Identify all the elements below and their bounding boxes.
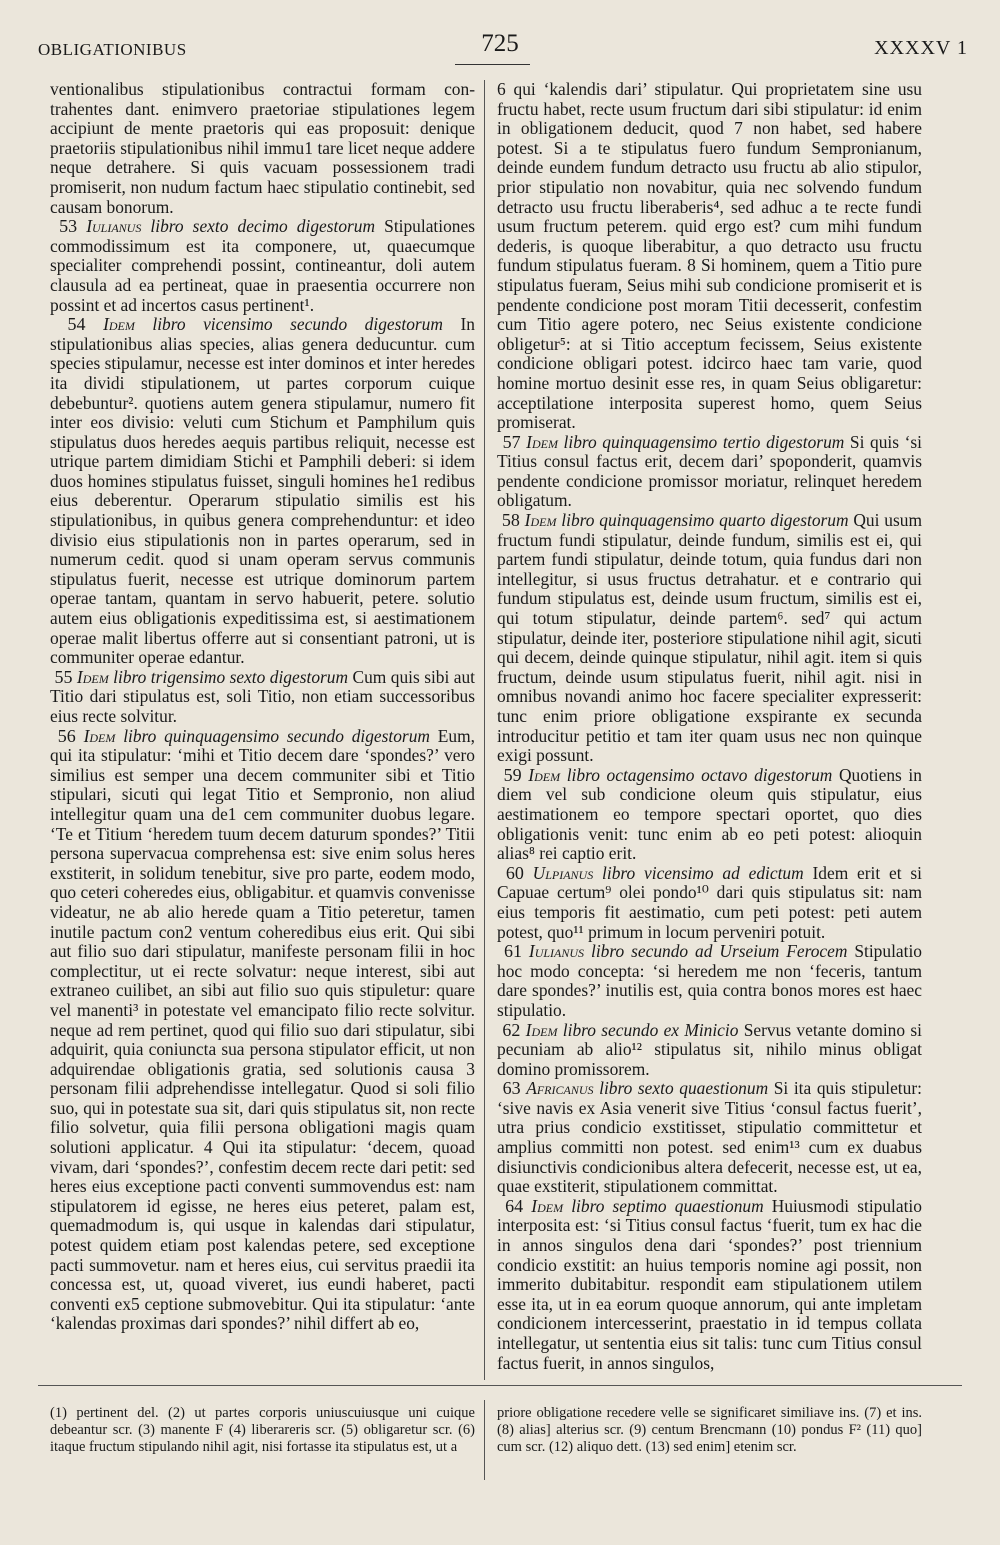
paragraph-text: Cum quis sibi aut Titio dari stipulatus est, soli Titio, non etiam successoribus eius recte solvitur. [50,666,476,726]
footnote-divider [484,1400,485,1480]
section-61 [497,942,922,1020]
work-title: libro septimo quaestionum [571,1195,764,1216]
author-name: Iulianus [86,216,142,237]
paragraph-text: In stipulationibus alias species, alias genera deducuntur. cum species stipulamur, necesse est inter dominos et inter heredes ita dividi stipulationem, ut partes corporum cuique debebuntur². quotiens autem genera stipulamur, numero fit inter eos divisio: veluti cum Stichum et Pamphilum quis stipulatus duos heredes aequis partibus reliquit, necesse est utrique partem dimidiam Stichi et Pamphili deberi: si idem duos homines stipulatus fuisset, singuli homines he1 redibus eius deberentur. Operarum stipulatio similis est his stipulationibus, in quibus genera comprehenduntur: et ideo divisio eius stipulationis non in partes operarum, sed in numerum cedit. quod si unam operam servus communis stipulatus fuerit, necesse est utrique dominorum partem operae tantam, quantam in servo habuerit, petere. solutio autem eius obligationis expeditissima est, si aestimationem operae malit libertus offerre aut si consentiant patroni, ut is communiter operae edantur. [50,314,475,668]
footnotes-right: priore obligatione recedere velle se significaret similiave ins. (7) et ins. (8) alias] alterius scr. (9) centum Brencmann (10) pondus F² (11) quo] cum scr. (12) aliquo dett. (13) sed enim] etenim scr. [497,1405,922,1455]
paragraph-cont [50,80,475,217]
section-number: 61 [503,941,522,962]
section-number: 55 [54,666,73,687]
paragraph-cont [497,80,922,433]
paragraph-text: Eum, qui ita stipulatur: ‘mihi et Titio decem dare ‘spondes?’ vero similius est semper una decem communiter sibi et Titio stipulari, sicuti qui legat Titio et Sempronio, non aliud intellegitur quam una de1 cem communiter duobus legare. ‘Te et Titium ‘heredem tuum decem daturum spondes?’ Titii persona supervacua comprehensa est: sive enim solus heres exstiterit, in solidum tenebitur, sive pro parte, eodem modo, quo ceteri coheredes eius, obligabitur. et quamvis convenisse videatur, ne ab alio herede quam a Titio peteretur, tamen inutile pactum con2 ventum coheredibus eius erit. Qui sibi aut filio suo dari stipulatur, manifeste personam filii in hoc complectitur, ut ei recte solvatur: neque interest, sibi aut extraneo cuilibet, an sibi aut filio suo quis stipuletur: quare vel manenti³ in potestate vel emancipato filio recte solvitur. neque ad rem pertinet, quod qui filio suo dari stipulatur, sibi adquirit, quia coniuncta sua persona stipulator efficit, ut non adquirendae obligationis gratia, sed solutionis causa 3 personam filii adprehendisse intellegatur. Quod si soli filio suo, qui in potestate sua sit, dari quis stipulatus sit, non recte filio solvetur, quia filii persona obligationi magis quam solutioni applicatur. 4 Qui ita stipulatur: ‘decem, quoad vivam, dari ‘spondes?’, confestim decem recte dari petit: sed heres eius exceptione pacti conventi summovendus est: nam stipulatorem id egisse, ne heres eius peteret, palam est, quemadmodum is, qui usque in kalendas dari stipulatur, potest quidem etiam post kalendas petere, sed exceptione pacti summovetur. nam et heres eius, cui servitus praedii ita concessa est, ut, quoad viveret, ius eundi haberet, pacti conventi ex5 ceptione submovebitur. Qui ita stipulatur: ‘ante ‘kalendas proximas dari spondes?’ nihil differt ab eo, [50,725,475,1334]
section-58 [497,511,922,766]
paragraph-text: Stipulatio hoc modo concepta: ‘si heredem me non ‘feceris, tantum dare spondes?’ inutilis est, quia contra bonos mores est haec stipulatio. [497,941,922,1020]
section-number: 63 [502,1078,521,1099]
header-section: XXXXV 1 [874,37,968,59]
author-name: Idem [526,431,558,452]
work-title: libro sexto quaestionum [599,1078,769,1099]
footnote-rule [38,1385,962,1386]
section-56 [50,727,475,1334]
section-53 [50,217,475,315]
work-title: libro secundo ex Minicio [562,1019,739,1040]
author-name: Idem [83,725,116,746]
work-title: libro sexto decimo digestorum [150,216,376,237]
work-title: libro secundo ad Urseium Ferocem [591,941,848,962]
section-number: 53 [59,216,78,237]
paragraph-text: ventionalibus stipulationibus contractui formam contrahentes dant. enimvero praetoriae stipulationes legem accipiunt de mente praetoris qui eas proposuit: denique praetoriis stipulationibus nihil immu1 tare licet neque addere neque detrahere. Si quis vacuam possessionem tradi promiserit, non nudum factum haec stipulatio continebit, sed causam bonorum. [50,79,475,217]
author-name: Idem [524,510,557,531]
section-number: 60 [505,862,524,883]
right-column [497,80,922,1385]
left-column [50,80,475,1370]
section-55 [50,668,475,727]
section-64 [497,1197,922,1373]
page-number: 725 [481,30,519,57]
paragraph-text: Servus vetante domino si pecuniam ab alio¹² stipulatus sit, nihilo minus obligat domino promissorem. [497,1019,922,1079]
section-number: 62 [502,1019,521,1040]
section-57 [497,433,922,511]
work-title: libro quinquagensimo quarto digestorum [561,510,849,531]
author-name: Idem [525,1019,558,1040]
author-name: Idem [103,314,135,335]
paragraph-text: 6 qui ‘kalendis dari’ stipulatur. Qui proprietatem sine usu fructu habet, recte usum fructum dari sibi stipulatur: id enim in obligationem deducit, quod 7 non habet, sed habere potest. Si a te stipulatus fuero fundum Sempronianum, deinde eundem fundum detracto usu fructu ab alio stipulor, prior stipulatio non novabitur, quia nec solvendo fundum detracto usu fructu liberaberis⁴, sed adhuc a te recte fundi usum fructum peterem. quid ergo est? cum mihi fundum dederis, is quoque liberabitur, a quo detracto usu fructu fundum stipulatus fueram. 8 Si hominem, quem a Titio pure stipulatus fueram, Seius mihi sub condicione promiserit et is pendente condicione post moram Titii decesserit, confestim cum Titio agere potero, nec Seius existente condicione obligetur⁵: at si Titio acceptum fecissem, Seius existente condicione obligari potest. idcirco haec tam varie, quod homine mortuo desinit esse res, in quam Seius obligaretur: acceptilatione interposita superest homo, quem Seius promiserat. [497,79,922,433]
section-number: 58 [501,510,520,531]
paragraph-text: Si ita quis stipuletur: ‘sive navis ex Asia venerit sive Titius ‘consul factus fuerit’, utra prius condicio exstitisset, stipulatio committetur et amplius committi non potest. sed enim¹³ cum ex duabus disiunctivis condicionibus altera defecerit, necesse est, ut ea, quae exstiterit, stipulationem committat. [497,1078,922,1197]
author-name: Africanus [526,1078,594,1099]
paragraph-text: Si quis ‘si Titius consul factus erit, decem dari’ spoponderit, quamvis pendente condicione promissor moriatur, relinquet heredem obligatum. [497,431,922,511]
section-number: 59 [503,764,522,785]
paragraph-text: Qui usum fructum fundi stipulatur, deinde fundum, similis est ei, qui partem fundi stipulatur, deinde totum, quia fundus dari non intellegitur, si usus fructus detrahatur. et e contrario qui fundum stipulatus est, deinde usum fructum, similis est ei, qui totum stipulatur, deinde partem⁶. sed⁷ qui actum stipulatur, deinde iter, posteriore stipulatione nihil agit, sicuti qui decem, deinde quinque stipulatur, nihil agit. item si quis fructum, deinde usum stipulatus fuerit, nihil agit. nisi in omnibus novandi animo hoc facere specialiter expresserit: tunc enim priore obligatione exspirante ex secunda introducitur petitio et tam iter quam usus nec non quinque exigi possunt. [497,510,922,766]
paragraph-text: Idem erit et si Capuae certum⁹ olei pondo¹⁰ dari quis stipulatus sit: nam eius temporis fit aestimatio, cum peti potest: peti autem potest, quo¹¹ primum in locum perveniri potuit. [497,862,922,942]
work-title: libro quinquagensimo secundo digestorum [123,725,430,746]
author-name: Ulpianus [532,862,594,883]
section-63 [497,1079,922,1197]
paragraph-text: Quotiens in diem vel sub condicione oleum quis stipulatur, eius aestimationem eo tempore spectari oportet, quo dies obligationis venit: tunc enim ab eo peti potest: alioquin alias⁸ rei captio erit. [497,764,922,864]
section-number: 54 [67,314,86,335]
work-title: libro trigensimo sexto digestorum [113,666,349,687]
section-54 [50,315,475,668]
section-number: 64 [505,1195,524,1216]
author-name: Idem [528,764,561,785]
work-title: libro vicensimo secundo digestorum [152,314,443,335]
section-59 [497,766,922,864]
paragraph-text: Huiusmodi stipulatio interposita est: ‘si Titius consul factus ‘fuerit, tum ex hac die in annos singulos dena dari ‘spondes?’ post triennium condicio exstitit: an huius temporis nomine agi possit, non immerito dubitabitur. respondit eam stipulationem utilem esse ita, ut in ea eorum quoque annorum, qui ante impletam condicionem intercesserint, praestatio in id tempus collata intellegatur, ut sententia eius sit talis: tunc cum Titius consul factus fuerit, in annos singulos, [497,1195,922,1373]
header-title: OBLIGATIONIBUS [38,40,187,59]
author-name: Iulianus [528,941,585,962]
author-name: Idem [531,1195,564,1216]
work-title: libro vicensimo ad edictum [602,862,804,883]
paragraph-text: Stipulationes commodissimum est ita componere, ut, quaecumque specialiter comprehendi possint, contineantur, doli autem clausula ad ea pertineat, quae in praesentia occurrere non possint et ad incertos casus pertinent¹. [50,216,475,315]
column-divider [484,80,485,1380]
header-rule [455,64,530,65]
work-title: libro octagensimo octavo digestorum [566,764,833,785]
work-title: libro quinquagensimo tertio digestorum [563,431,845,452]
running-header [0,0,1000,80]
section-number: 57 [502,431,521,452]
footnotes-left: (1) pertinent del. (2) ut partes corporis uniuscuiusque uni cuique debeantur scr. (3) manente F (4) liberareris scr. (5) obligaretur scr. (6) itaque fructum stipulando nihil agit, nisi fortasse ita stipulatus est, ut a [50,1405,475,1455]
section-60 [497,864,922,942]
author-name: Idem [76,666,109,687]
section-number: 56 [57,725,76,746]
section-62 [497,1021,922,1080]
